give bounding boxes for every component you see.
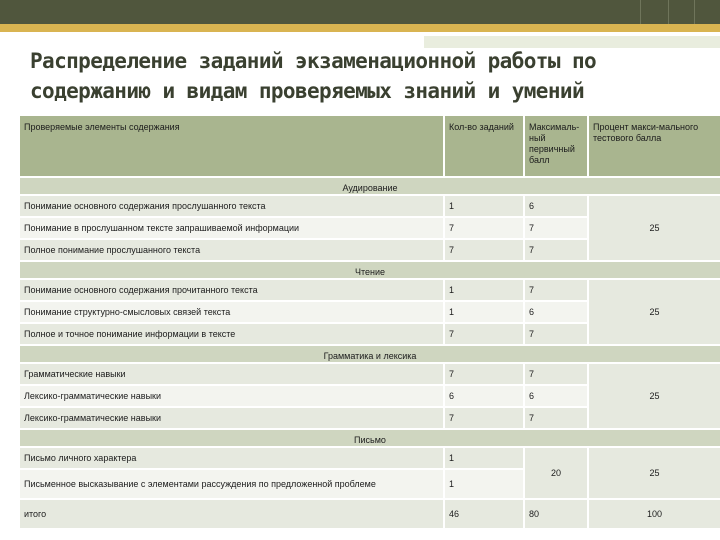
section-title: Чтение — [20, 261, 720, 279]
cell-element: Полное понимание прослушанного текста — [20, 239, 444, 261]
cell-count: 1 — [444, 279, 524, 301]
cell-max: 7 — [524, 407, 588, 429]
cell-percent: 25 — [588, 363, 720, 429]
cell-max: 6 — [524, 385, 588, 407]
cell-max: 7 — [524, 363, 588, 385]
cell-element: Понимание основного содержания прочитанного текста — [20, 279, 444, 301]
cell-max: 20 — [524, 447, 588, 499]
header-count: Кол-во заданий — [444, 115, 524, 177]
total-label: итого — [20, 499, 444, 528]
cell-max: 7 — [524, 239, 588, 261]
cell-count: 7 — [444, 239, 524, 261]
cell-element: Письменное высказывание с элементами рассуждения по предложенной проблеме — [20, 469, 444, 499]
table-row — [20, 447, 720, 469]
cell-element: Полное и точное понимание информации в тексте — [20, 323, 444, 345]
total-count: 46 — [444, 499, 524, 528]
header-max-score: Максималь-ный первичный балл — [524, 115, 588, 177]
section-row — [20, 177, 720, 195]
top-bar-divider — [668, 0, 669, 24]
top-bar-divider — [694, 0, 695, 24]
slide-title — [30, 46, 710, 106]
cell-element: Грамматические навыки — [20, 363, 444, 385]
header-percent: Процент макси-мального тестового балла — [588, 115, 720, 177]
cell-element: Лексико-грамматические навыки — [20, 407, 444, 429]
cell-count: 1 — [444, 447, 524, 469]
section-title: Грамматика и лексика — [20, 345, 720, 363]
cell-element: Письмо личного характера — [20, 447, 444, 469]
table-row — [20, 195, 720, 217]
cell-count: 1 — [444, 469, 524, 499]
table-header-row — [20, 115, 720, 177]
cell-max: 6 — [524, 195, 588, 217]
top-bar — [0, 0, 720, 24]
cell-percent: 25 — [588, 447, 720, 499]
cell-count: 6 — [444, 385, 524, 407]
cell-percent: 25 — [588, 279, 720, 345]
cell-count: 7 — [444, 323, 524, 345]
cell-max: 7 — [524, 217, 588, 239]
cell-element: Понимание в прослушанном тексте запрашиваемой информации — [20, 217, 444, 239]
cell-count: 1 — [444, 195, 524, 217]
cell-count: 7 — [444, 407, 524, 429]
cell-max: 7 — [524, 279, 588, 301]
cell-element: Понимание основного содержания прослушанного текста — [20, 195, 444, 217]
section-title: Письмо — [20, 429, 720, 447]
total-row — [20, 499, 720, 528]
section-row — [20, 345, 720, 363]
top-bar-divider — [640, 0, 641, 24]
cell-count: 7 — [444, 363, 524, 385]
section-row — [20, 429, 720, 447]
cell-count: 7 — [444, 217, 524, 239]
title-line-2: содержанию и видам проверяемых знаний и умений — [30, 79, 584, 103]
cell-element: Лексико-грамматические навыки — [20, 385, 444, 407]
section-title: Аудирование — [20, 177, 720, 195]
cell-max: 6 — [524, 301, 588, 323]
distribution-table — [20, 114, 720, 528]
section-row — [20, 261, 720, 279]
accent-stripe — [0, 24, 720, 32]
table-row — [20, 279, 720, 301]
cell-element: Понимание структурно-смысловых связей текста — [20, 301, 444, 323]
cell-percent: 25 — [588, 195, 720, 261]
total-max: 80 — [524, 499, 588, 528]
title-line-1: Распределение заданий экзаменационной работы по — [30, 49, 597, 73]
total-percent: 100 — [588, 499, 720, 528]
table-row — [20, 363, 720, 385]
cell-count: 1 — [444, 301, 524, 323]
header-elements: Проверяемые элементы содержания — [20, 115, 444, 177]
cell-max: 7 — [524, 323, 588, 345]
